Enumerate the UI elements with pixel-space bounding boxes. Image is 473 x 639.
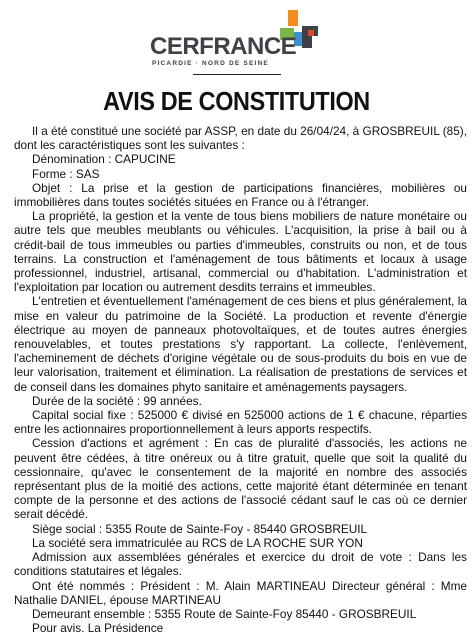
paragraph-admission: Admission aux assemblées générales et exercice du droit de vote : Dans les conditions statutaires et légales.	[14, 550, 467, 579]
paragraph-demeurant: Demeurant ensemble : 5355 Route de Sainte-Foy 85440 - GROSBREUIL	[32, 606, 417, 621]
paragraph-cession: Cession d'actions et agrément : En cas de pluralité d'associés, les actions ne peuvent être cédées, à titre onéreux ou à titre gratuit, quelle que soit la qualité du cessionnaire, qu'avec le consentement de la majorité en nombre des associés représentant plus de la moitié des actions, cette majorité étant déterminée en tenant compte de la personne et des actions de l'associé cédant sauf le cas où ce dernier serait décédé.	[14, 436, 467, 522]
paragraph-intro: Il a été constitué une société par ASSP, en date du 26/04/24, à GROSBREUIL (85), dont les caractéristiques sont les suivantes :	[14, 124, 467, 153]
paragraph-nominations: Ont été nommés : Président : M. Alain MARTINEAU Directeur général : Mme Nathalie DANIEL, épouse MARTINEAU	[14, 578, 467, 607]
cerfrance-logo	[150, 8, 325, 68]
paragraph-denomination: Dénomination : CAPUCINE	[32, 152, 176, 167]
paragraph-objet: Objet : La prise et la gestion de participations financières, mobilières ou immobilières dans toutes sociétés situées en France ou à l'étranger.	[14, 180, 467, 210]
paragraph-rcs: La société sera immatriculée au RCS de LA ROCHE SUR YON	[32, 535, 363, 550]
paragraph-objet-entretien: L'entretien et éventuellement l'aménagement de ces biens et plus généralement, la mise en valeur du patrimoine de la Société. La production et revente d'énergie électrique au moyen de panneaux photovoltaïques, et de toutes autres énergies renouvelables, et toutes prestations s'y rapportant. La collecte, l'enlèvement, l'acheminement de déchets d'origine végétale ou de sous-produits du bois en vue de leur valorisation, traitement et élimination. La réalisation de prestations de services et de conseil dans les domaines phyto sanitaire et aménagements paysagers.	[14, 294, 467, 394]
notice-title: AVIS DE CONSTITUTION	[103, 86, 370, 116]
logo-wordmark: CERFRANCE	[150, 33, 297, 60]
title-divider	[193, 74, 281, 75]
paragraph-siege: Siège social : 5355 Route de Sainte-Foy - 85440 GROSBREUIL	[32, 521, 368, 536]
paragraph-forme: Forme : SAS	[32, 166, 100, 181]
paragraph-capital: Capital social fixe : 525000 € divisé en 525000 actions de 1 € chacune, réparties entre les actionnaires proportionnellement à leurs apports respectifs.	[14, 408, 467, 437]
logo-subtitle: PICARDIE · NORD DE SEINE	[152, 60, 269, 67]
paragraph-pour-avis: Pour avis. La Présidence	[32, 621, 164, 636]
notice-body	[14, 124, 467, 635]
paragraph-duree: Durée de la société : 99 années.	[32, 393, 202, 408]
paragraph-objet-propriete: La propriété, la gestion et la vente de tous biens mobiliers de nature monétaire ou autre tels que meubles meublants ou véhicules. L'acquisition, la prise à bail ou à crédit-bail de tous immeubles ou parties d'immeubles, construits ou non, et de tous terrains. La construction et l'aménagement de tous bâtiments et locaux à usage professionnel, industriel, artisanal, commercial ou d'habitation. L'administration et l'exploitation par location ou autrement desdits terrains et immeubles.	[14, 209, 467, 295]
